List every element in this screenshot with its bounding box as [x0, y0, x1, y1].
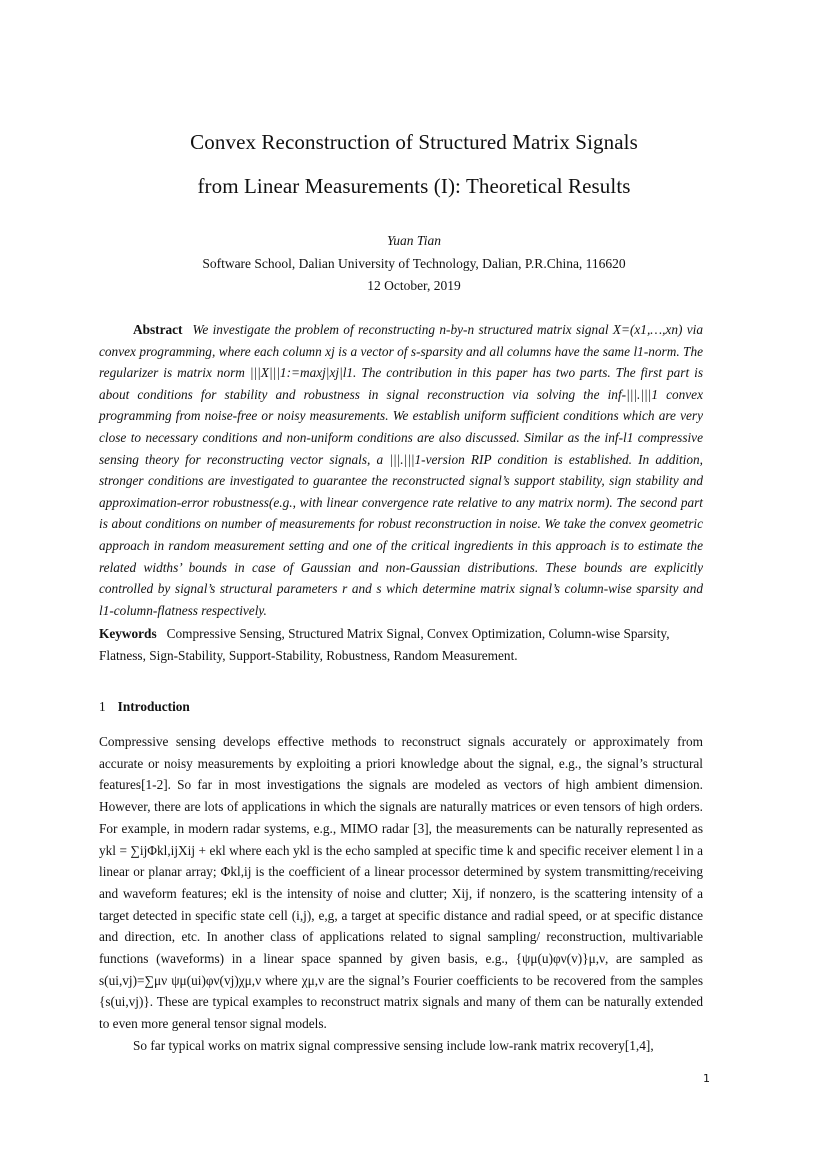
section-number: 1: [99, 699, 106, 714]
author-affiliation: Software School, Dalian University of Technology, Dalian, P.R.China, 116620: [202, 256, 626, 271]
paper-date: 12 October, 2019: [367, 278, 461, 293]
abstract-block: [99, 319, 703, 621]
author-name: Yuan Tian: [387, 233, 441, 248]
paper-title-line-2: from Linear Measurements (I): Theoretical Results: [197, 174, 631, 198]
intro-paragraph-2: So far typical works on matrix signal compressive sensing include low-rank matrix recovery[1,4],: [133, 1038, 654, 1053]
keywords-text: Compressive Sensing, Structured Matrix Signal, Convex Optimization, Column-wise Sparsity, Flatness, Sign-Stability, Support-Stability, Robustness, Random Measurement.: [99, 626, 670, 663]
keywords-label: Keywords: [99, 626, 157, 641]
section-heading: [99, 699, 190, 715]
section-title: Introduction: [117, 699, 190, 714]
keywords-block: [99, 623, 709, 666]
paper-title-line-1: Convex Reconstruction of Structured Matrix Signals: [190, 130, 638, 154]
abstract-label: Abstract: [133, 322, 183, 337]
abstract-text: We investigate the problem of reconstructing n-by-n structured matrix signal X=(x1,…,xn) via convex programming, where each column xj is a vector of s-sparsity and all columns have the same l1-norm. The regularizer is matrix norm |||X|||1:=maxj|xj|l1. The contribution in this paper has two parts. The first part is about conditions for stability and robustness in signal reconstruction via solving the inf-|||.|||1 convex programming from noise-free or noisy measurements. We establish uniform sufficient conditions which are very close to necessary conditions and non-uniform conditions are also discussed. Similar as the inf-l1 compressive sensing theory for reconstructing vector signals, a |||.|||1-version RIP condition is established. In addition, stronger conditions are investigated to guarantee the reconstructed signal’s support stability, sign stability and approximation-error robustness(e.g., with linear convergence rate relative to any matrix norm). The second part is about conditions on number of measurements for robust reconstruction in noise. We take the convex geometric approach in random measurement setting and one of the critical ingredients in this approach is to estimate the related widths’ bounds in case of Gaussian and non-Gaussian distributions. These bounds are explicitly controlled by signal’s structural parameters r and s which determine matrix signal’s column-wise sparsity and l1-column-flatness respectively.: [99, 322, 703, 618]
intro-paragraph-1: Compressive sensing develops effective methods to reconstruct signals accurately or approximately from accurate or noisy measurements by exploiting a priori knowledge about the signal, e.g., the signal’s structural features[1-2]. So far in most investigations the signals are modeled as vectors of high ambient dimension. However, there are lots of applications in which the signals are naturally matrices or even tensors of high orders. For example, in modern radar systems, e.g., MIMO radar [3], the measurements can be naturally represented as ykl = ∑ijΦkl,ijXij + ekl where each ykl is the echo sampled at specific time k and specific receiver element l in a linear or planar array; Φkl,ij is the coefficient of a linear processor determined by system transmitting/receiving and waveform features; ekl is the intensity of noise and clutter; Xij, if nonzero, is the scattering intensity of a target detected in specific state cell (i,j), e,g, a target at specific distance and radial speed, or at specific distance and direction, etc. In another class of applications related to signal sampling/ reconstruction, multivariable functions (waveforms) in a linear space spanned by given basis, e.g., {ψμ(u)φν(v)}μ,ν, are sampled as s(ui,vj)=∑μν ψμ(ui)φν(vj)χμ,ν where χμ,ν are the signal’s Fourier coefficients to be recovered from the samples {s(ui,vj)}. These are typical examples to reconstruct matrix signals and many of them can be naturally extended to even more general tensor signal models.: [99, 734, 703, 1032]
page-number: 1: [703, 1072, 710, 1085]
